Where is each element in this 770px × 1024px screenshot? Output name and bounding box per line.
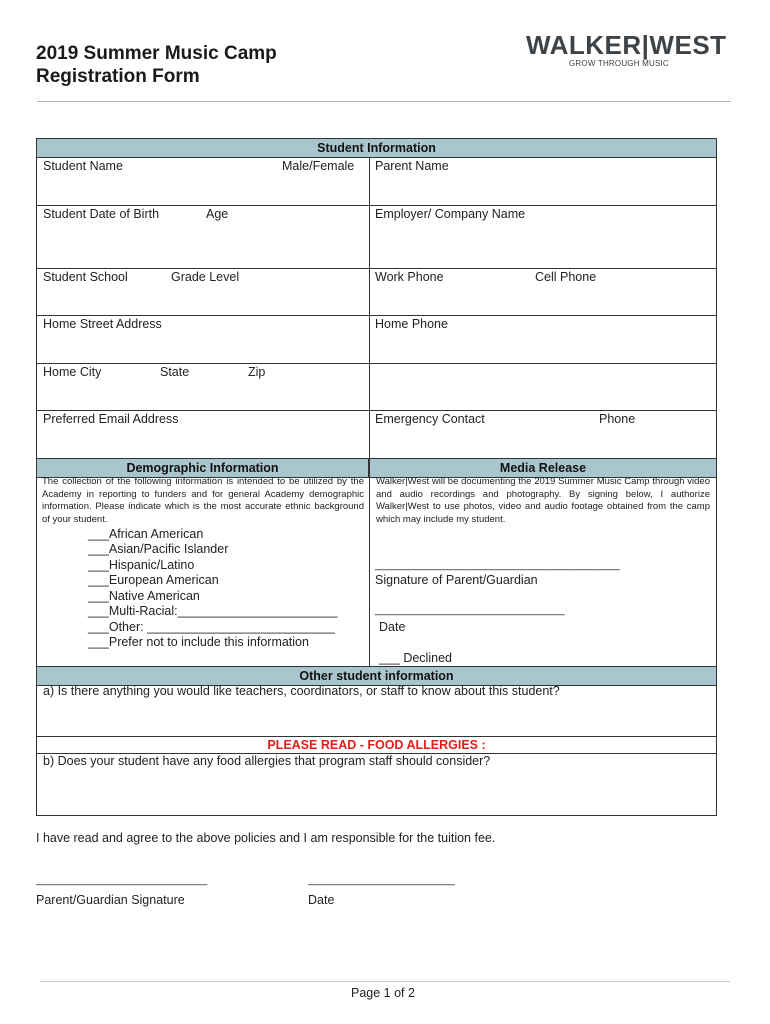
option-multi-racial[interactable]: ___Multi-Racial:_______________________ [88, 604, 338, 618]
question-a: a) Is there anything you would like teachers, coordinators, or staff to know about this student? [43, 684, 560, 698]
row-divider [37, 205, 716, 206]
student-info-heading: Student Information [37, 139, 716, 158]
employer-field[interactable]: Employer/ Company Name [375, 207, 526, 221]
logo-tagline: GROW THROUGH MUSIC [569, 59, 669, 68]
option-prefer-not[interactable]: ___Prefer not to include this information [88, 635, 309, 649]
dob-field[interactable]: Student Date of Birth [43, 207, 160, 221]
street-address-field[interactable]: Home Street Address [43, 317, 162, 331]
media-date-label: Date [379, 620, 406, 634]
signature-date-line[interactable]: ________________________ [308, 874, 455, 886]
cell-phone-field[interactable]: Cell Phone [535, 270, 597, 284]
emergency-contact-field[interactable]: Emergency Contact [375, 412, 485, 426]
option-hispanic-latino[interactable]: ___Hispanic/Latino [88, 558, 195, 572]
food-allergies-text: PLEASE READ - FOOD ALLERGIES : [267, 738, 486, 752]
column-divider [369, 157, 370, 667]
home-phone-field[interactable]: Home Phone [375, 317, 448, 331]
student-name-field[interactable]: Student Name [43, 159, 123, 173]
email-field[interactable]: Preferred Email Address [43, 412, 179, 426]
title-line-2: Registration Form [36, 66, 200, 87]
option-african-american[interactable]: ___African American [88, 527, 204, 541]
guardian-signature-label: Parent/Guardian Signature [36, 893, 185, 907]
media-date-line[interactable]: _______________________________ [375, 604, 565, 616]
food-allergies-heading [37, 738, 716, 752]
option-asian-pacific[interactable]: ___Asian/Pacific Islander [88, 542, 229, 556]
row-divider [37, 268, 716, 269]
row-divider [37, 410, 716, 411]
media-signature-label: Signature of Parent/Guardian [375, 573, 538, 587]
question-b: b) Does your student have any food allergies that program staff should consider? [43, 754, 491, 768]
title-line-1: 2019 Summer Music Camp [36, 43, 277, 64]
media-declined-option[interactable]: ___ Declined [379, 651, 452, 665]
option-other[interactable]: ___Other: ___________________________ [88, 620, 335, 634]
school-field[interactable]: Student School [43, 270, 128, 284]
guardian-signature-line[interactable]: ____________________________ [36, 874, 208, 886]
option-european-american[interactable]: ___European American [88, 573, 219, 587]
demographic-description: The collection of the following information is intended to be utilized by the Academy in reporting to funders and for general Academy demographic information. Please indicate which is the most accurate ethnic background of your student. [42, 476, 364, 525]
emergency-phone-field[interactable]: Phone [599, 412, 636, 426]
grade-level-field[interactable]: Grade Level [171, 270, 240, 284]
header-divider [37, 101, 731, 102]
age-field[interactable]: Age [206, 207, 229, 221]
option-native-american[interactable]: ___Native American [88, 589, 200, 603]
media-release-heading: Media Release [370, 458, 716, 478]
parent-name-field[interactable]: Parent Name [375, 159, 449, 173]
page-number: Page 1 of 2 [351, 986, 415, 1000]
media-signature-line[interactable]: ________________________________________ [375, 559, 620, 571]
other-info-heading: Other student information [37, 666, 716, 686]
media-description: Walker|West will be documenting the 2019 Summer Music Camp through video and audio recordings and photography. By signing below, I authorize Walker|West to use photos, video and audio footage obtained from the camp which may include my student. [376, 476, 710, 525]
work-phone-field[interactable]: Work Phone [375, 270, 444, 284]
signature-date-label: Date [308, 893, 335, 907]
footer-divider [40, 981, 730, 982]
row-divider [37, 315, 716, 316]
male-female-field[interactable]: Male/Female [282, 159, 355, 173]
state-field[interactable]: State [160, 365, 190, 379]
walker-west-logo: WALKER|WEST [526, 30, 727, 60]
registration-form-table [36, 138, 717, 816]
form-title [36, 42, 277, 88]
zip-field[interactable]: Zip [248, 365, 266, 379]
demographic-heading: Demographic Information [37, 458, 369, 478]
city-field[interactable]: Home City [43, 365, 102, 379]
row-divider [37, 363, 716, 364]
row-divider [37, 736, 716, 737]
agreement-text: I have read and agree to the above policies and I am responsible for the tuition fee. [36, 831, 496, 845]
